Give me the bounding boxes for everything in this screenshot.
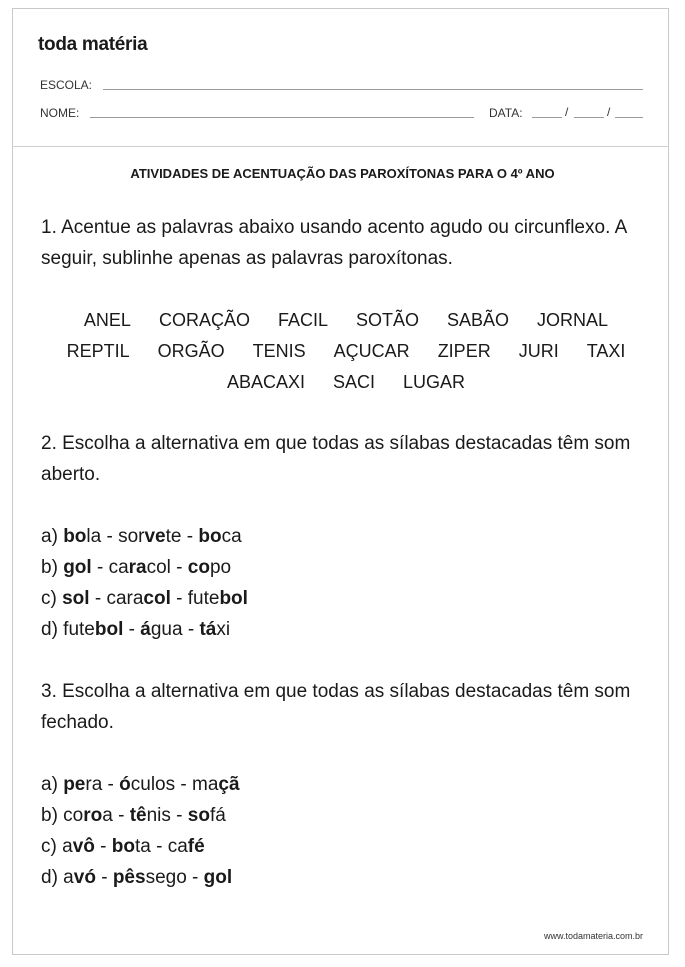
highlighted-syllable: pês — [112, 867, 146, 888]
question-2-text: 2. Escolha a alternativa em que todas as sílabas destacadas têm som aberto. — [41, 433, 631, 485]
highlighted-syllable: sol — [62, 588, 90, 609]
nome-label: NOME: — [40, 106, 80, 120]
highlighted-syllable: bol — [219, 588, 248, 609]
word-item[interactable]: CORAÇÃO — [158, 310, 250, 330]
option-text: - fute — [170, 588, 220, 609]
highlighted-syllable: ve — [144, 526, 166, 547]
highlighted-syllable: bo — [111, 836, 135, 857]
word-item[interactable]: SOTÃO — [356, 310, 420, 330]
highlighted-syllable: bo — [198, 526, 222, 547]
option-text: xi — [216, 619, 231, 640]
option-text: culos - ma — [130, 774, 219, 795]
option-text: - cara — [89, 588, 144, 609]
word-row — [41, 305, 651, 336]
highlighted-syllable: ro — [83, 805, 103, 826]
word-row — [41, 367, 651, 398]
option-text: a) — [41, 526, 64, 547]
highlighted-syllable: çã — [218, 774, 240, 795]
highlighted-syllable: gol — [63, 557, 92, 578]
option-text: sego - — [145, 867, 204, 888]
answer-option-c[interactable] — [41, 831, 240, 862]
word-item[interactable]: TAXI — [586, 341, 626, 361]
highlighted-syllable: tê — [129, 805, 147, 826]
option-text: gua - — [150, 619, 200, 640]
option-text: ta - ca — [134, 836, 188, 857]
question-3-options — [41, 769, 240, 893]
option-text: c) — [41, 588, 63, 609]
question-1-text: 1. Acentue as palavras abaixo usando acento agudo ou circunflexo. A seguir, sublinhe apenas as palavras paroxítonas. — [41, 217, 627, 269]
word-item[interactable]: SABÃO — [447, 310, 510, 330]
day-input-line[interactable] — [532, 117, 562, 118]
option-text: po — [209, 557, 232, 578]
option-text: la - sor — [86, 526, 145, 547]
escola-label: ESCOLA: — [40, 78, 93, 92]
word-row — [41, 336, 651, 367]
question-3-text: 3. Escolha a alternativa em que todas as sílabas destacadas têm som fechado. — [41, 681, 631, 733]
escola-input-line[interactable] — [103, 89, 643, 90]
option-text: b) co — [41, 805, 84, 826]
highlighted-syllable: gol — [203, 867, 233, 888]
option-text: c) a — [41, 836, 73, 857]
word-item[interactable]: ANEL — [83, 310, 131, 330]
answer-option-b[interactable] — [41, 800, 240, 831]
data-label: DATA: — [489, 106, 523, 120]
nome-input-line[interactable] — [90, 117, 474, 118]
option-text: a) — [41, 774, 64, 795]
year-input-line[interactable] — [615, 117, 643, 118]
highlighted-syllable: so — [187, 805, 210, 826]
option-text: - ca — [91, 557, 129, 578]
brand-logo: toda matéria — [38, 34, 148, 55]
word-item[interactable]: AÇUCAR — [333, 341, 410, 361]
highlighted-syllable: pe — [63, 774, 86, 795]
word-item[interactable]: REPTIL — [66, 341, 130, 361]
highlighted-syllable: fé — [187, 836, 205, 857]
date-separator: / — [607, 105, 611, 119]
highlighted-syllable: col — [143, 588, 171, 609]
highlighted-syllable: bo — [63, 526, 87, 547]
page-title: ATIVIDADES DE ACENTUAÇÃO DAS PAROXÍTONAS PARA O 4º ANO — [130, 166, 555, 181]
option-text: col - — [146, 557, 188, 578]
option-text: nis - — [146, 805, 188, 826]
word-item[interactable]: ABACAXI — [226, 372, 305, 392]
word-item[interactable]: TENIS — [252, 341, 306, 361]
option-text: - — [123, 619, 141, 640]
highlighted-syllable: vó — [73, 867, 96, 888]
highlighted-syllable: tá — [199, 619, 217, 640]
highlighted-syllable: á — [140, 619, 151, 640]
header-divider — [12, 146, 669, 147]
month-input-line[interactable] — [574, 117, 604, 118]
highlighted-syllable: ra — [128, 557, 147, 578]
option-text: fá — [209, 805, 226, 826]
option-text: te - — [165, 526, 199, 547]
word-item[interactable]: ZIPER — [437, 341, 491, 361]
answer-option-d[interactable] — [41, 614, 248, 645]
word-item[interactable]: SACI — [333, 372, 376, 392]
highlighted-syllable: ó — [119, 774, 131, 795]
answer-option-a[interactable] — [41, 521, 248, 552]
option-text: ra - — [85, 774, 120, 795]
option-text: a - — [102, 805, 130, 826]
highlighted-syllable: co — [187, 557, 210, 578]
option-text: d) a — [41, 867, 74, 888]
word-list — [41, 305, 651, 398]
word-item[interactable]: FACIL — [277, 310, 328, 330]
answer-option-d[interactable] — [41, 862, 240, 893]
option-text: b) — [41, 557, 64, 578]
word-item[interactable]: LUGAR — [403, 372, 466, 392]
option-text: - — [95, 867, 113, 888]
word-item[interactable]: JURI — [518, 341, 559, 361]
option-text: ca — [221, 526, 242, 547]
option-text: d) fute — [41, 619, 95, 640]
footer-url: www.todamateria.com.br — [543, 931, 643, 941]
highlighted-syllable: bol — [94, 619, 124, 640]
word-item[interactable]: ORGÃO — [157, 341, 225, 361]
answer-option-b[interactable] — [41, 552, 248, 583]
option-text: - — [94, 836, 112, 857]
word-item[interactable]: JORNAL — [537, 310, 609, 330]
date-separator: / — [565, 105, 569, 119]
highlighted-syllable: vô — [72, 836, 95, 857]
answer-option-a[interactable] — [41, 769, 240, 800]
question-2-options — [41, 521, 248, 645]
answer-option-c[interactable] — [41, 583, 248, 614]
